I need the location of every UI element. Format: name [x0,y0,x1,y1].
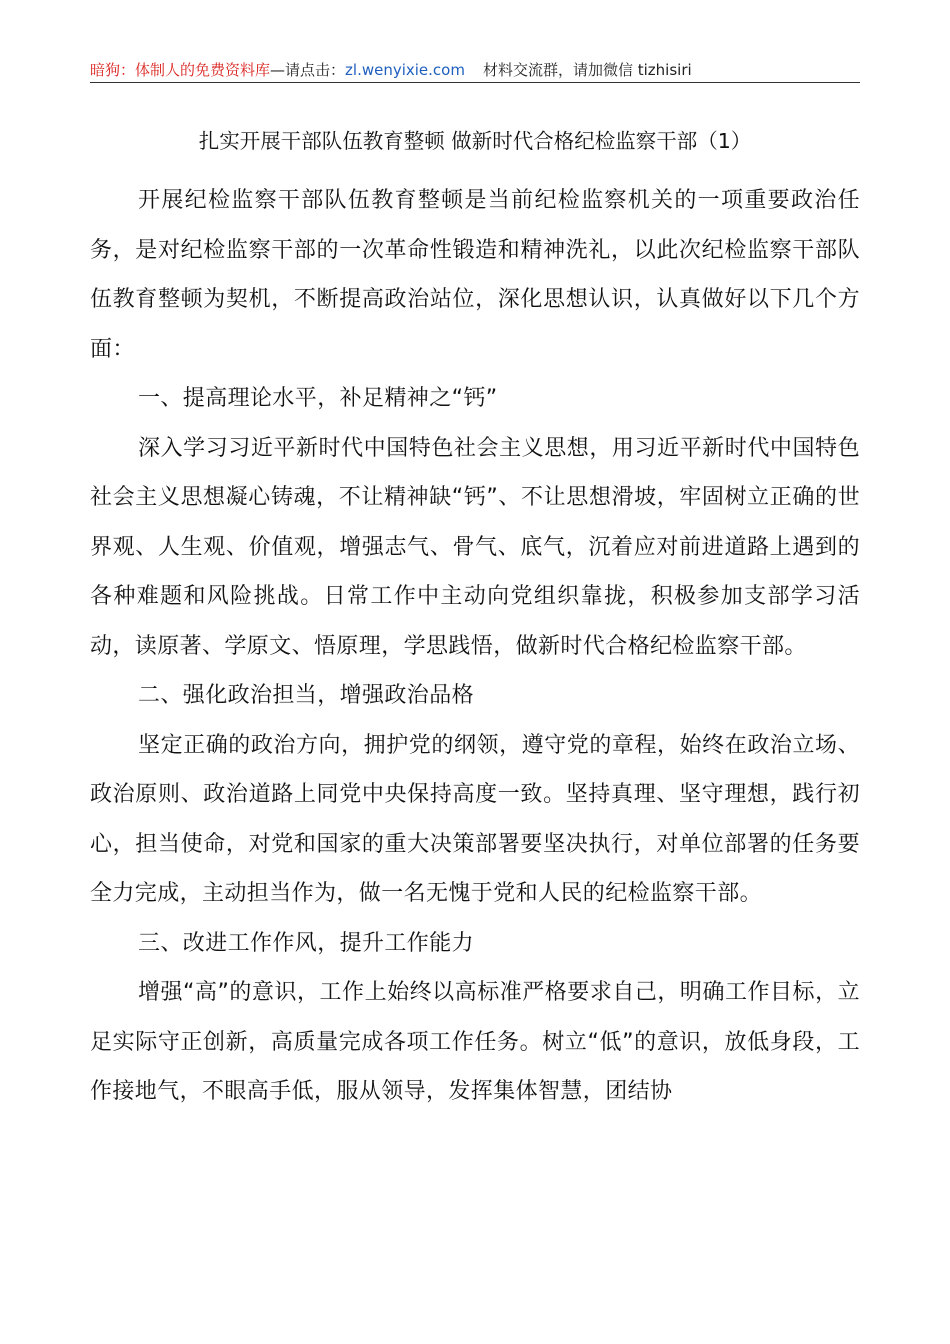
section-heading-3: 三、改进工作作风，提升工作能力 [138,930,475,956]
intro-paragraph: 开展纪检监察干部队伍教育整顿是当前纪检监察机关的一项重要政治任务，是对纪检监察干部的一次革命性锻造和精神洗礼，以此次纪检监察干部队伍教育整顿为契机，不断提高政治站位，深化思想认识，认真做好以下几个方面： [90,188,860,362]
section-paragraph-2: 坚定正确的政治方向，拥护党的纲领，遵守党的章程，始终在政治立场、政治原则、政治道路上同党中央保持高度一致。坚持真理、坚守理想，践行初心，担当使命，对党和国家的重大决策部署要坚决执行，对单位部署的任务要全力完成，主动担当作为，做一名无愧于党和人民的纪检监察干部。 [90,732,860,906]
page-header [90,58,860,82]
section-paragraph-3: 增强“高”的意识，工作上始终以高标准严格要求自己，明确工作目标，立足实际守正创新，高质量完成各项工作任务。树立“低”的意识，放低身段，工作接地气，不眼高手低，服从领导，发挥集体智慧，团结协 [90,980,860,1104]
document-title: 扎实开展干部队伍教育整顿 做新时代合格纪检监察干部（1） [198,129,752,153]
section-paragraph-1: 深入学习习近平新时代中国特色社会主义思想，用习近平新时代中国特色社会主义思想凝心铸魂，不让精神缺“钙”、不让思想滑坡，牢固树立正确的世界观、人生观、价值观，增强志气、骨气、底气，沉着应对前进道路上遇到的各种难题和风险挑战。日常工作中主动向党组织靠拢，积极参加支部学习活动，读原著、学原文、悟原理，学思践悟，做新时代合格纪检监察干部。 [90,435,860,659]
header-wechat: 材料交流群，请加微信 tizhisiri [482,61,692,79]
header-link[interactable]: zl.wenyixie.com [345,61,465,79]
section-heading-1: 一、提高理论水平，补足精神之“钙” [138,386,498,411]
header-prompt: —请点击： [270,61,346,79]
section-heading-2: 二、强化政治担当，增强政治品格 [138,683,475,708]
header-divider [90,82,860,83]
document-body [90,176,860,1117]
header-brand: 暗狗：体制人的免费资料库 [90,61,271,79]
